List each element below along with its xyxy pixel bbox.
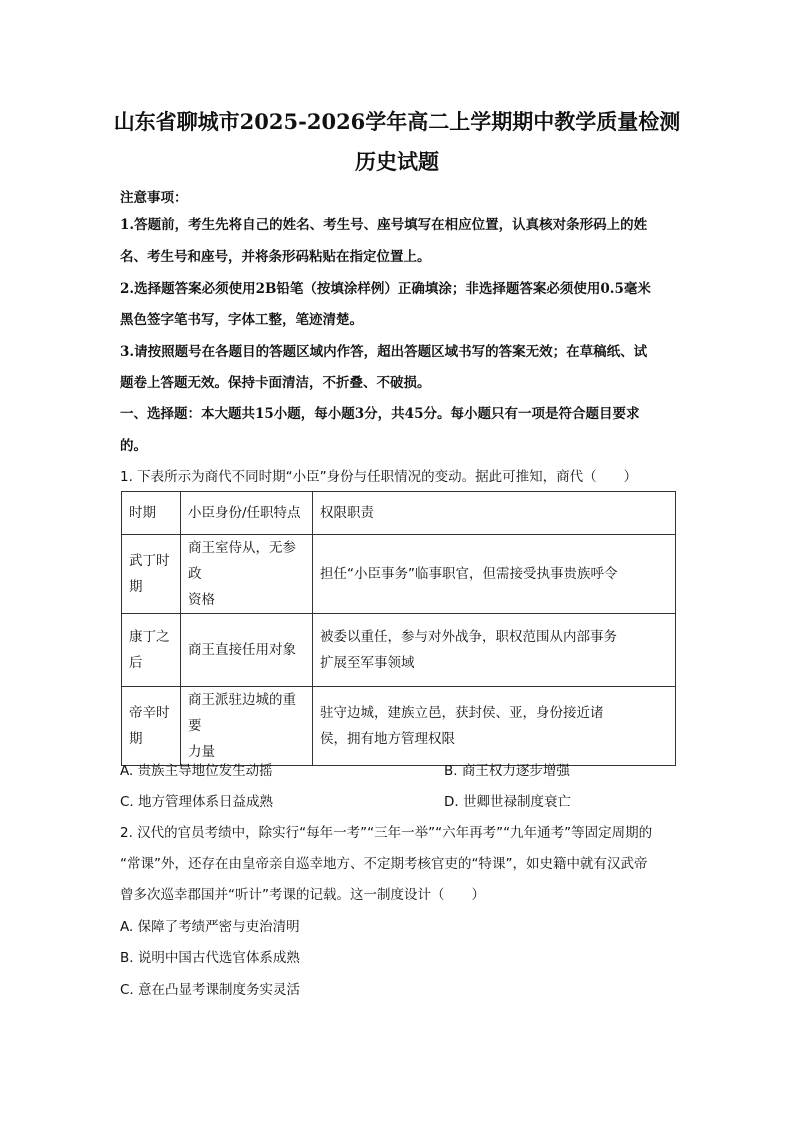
table-cell-text: 扩展至军事领域 — [320, 655, 415, 671]
table-cell-period: 武丁时期 — [122, 535, 181, 614]
question-2-option-a: A. 保障了考绩严密与吏治清明 — [120, 919, 300, 935]
question-1-stem: 1. 下表所示为商代不同时期“小臣”身份与任职情况的变动。据此可推知，商代（ ） — [120, 469, 638, 485]
section-heading-line1: 一、选择题：本大题共15小题，每小题3分，共45分。每小题只有一项是符合题目要求 — [120, 406, 640, 422]
table-header-cell: 时期 — [122, 492, 181, 535]
table-cell-text: 商王室侍从，无参政 — [188, 540, 296, 582]
table-cell-text: 商王直接任用对象 — [188, 642, 296, 658]
question-2-stem-line3: 曾多次巡幸郡国并“听计”考课的记载。这一制度设计（ ） — [120, 887, 485, 903]
section-heading-line2: 的。 — [120, 438, 147, 454]
table-cell-identity — [181, 614, 313, 687]
notice-item-3-line1: 3.请按照题号在各题目的答题区域内作答，超出答题区域书写的答案无效；在草稿纸、试 — [120, 344, 648, 360]
question-2-stem-line1: 2. 汉代的官员考绩中，除实行“每年一考”“三年一举”“六年再考”“九年通考”等固定周期的 — [120, 825, 653, 841]
question-2-option-c: C. 意在凸显考课制度务实灵活 — [120, 982, 301, 998]
question-1-option-a: A. 贵族主导地位发生动摇 — [120, 763, 273, 779]
table-cell-text: 商王派驻边城的重要 — [188, 692, 296, 734]
table-row — [122, 687, 676, 766]
question-1-option-b: B. 商王权力逐步增强 — [444, 763, 570, 779]
table-cell-identity — [181, 687, 313, 766]
table-header-cell: 权限职责 — [313, 492, 676, 535]
notice-item-2-line2: 黑色签字笔书写，字体工整，笔迹清楚。 — [120, 312, 363, 328]
question-2-stem-line2: “常课”外，还存在由皇帝亲自巡幸地方、不定期考核官吏的“特课”，如史籍中就有汉武帝 — [120, 856, 648, 872]
notice-item-3-line2: 题卷上答题无效。保持卡面清洁，不折叠、不破损。 — [120, 375, 431, 391]
question-1-table — [121, 491, 676, 766]
table-cell-text: 驻守边城，建族立邑，获封侯、亚，身份接近诸 — [320, 705, 604, 721]
table-cell-text: 侯，拥有地方管理权限 — [320, 731, 455, 747]
table-header-row — [122, 492, 676, 535]
table-cell-text: 担任“小臣事务”临事职官，但需接受执事贵族呼令 — [320, 566, 618, 582]
table-cell-text: 资格 — [188, 592, 215, 608]
notice-item-2-line1: 2.选择题答案必须使用2B铅笔（按填涂样例）正确填涂；非选择题答案必须使用0.5毫米 — [120, 281, 651, 297]
table-cell-duty — [313, 614, 676, 687]
table-cell-duty — [313, 687, 676, 766]
notice-heading: 注意事项： — [120, 190, 188, 206]
table-row — [122, 614, 676, 687]
table-cell-text: 力量 — [188, 744, 215, 760]
table-row — [122, 535, 676, 614]
table-cell-period: 帝辛时期 — [122, 687, 181, 766]
table-cell-text: 被委以重任，参与对外战争，职权范围从内部事务 — [320, 629, 617, 645]
table-header-cell: 小臣身份/任职特点 — [181, 492, 313, 535]
table-cell-period: 康丁之后 — [122, 614, 181, 687]
question-1-option-c: C. 地方管理体系日益成熟 — [120, 794, 274, 810]
question-1-option-d: D. 世卿世禄制度衰亡 — [444, 794, 571, 810]
table-cell-duty — [313, 535, 676, 614]
exam-title: 山东省聊城市2025-2026学年高二上学期期中教学质量检测 — [113, 109, 681, 134]
exam-subtitle: 历史试题 — [355, 149, 439, 174]
notice-item-1-line2: 名、考生号和座号，并将条形码粘贴在指定位置上。 — [120, 249, 431, 265]
notice-item-1-line1: 1.答题前，考生先将自己的姓名、考生号、座号填写在相应位置，认真核对条形码上的姓 — [120, 217, 648, 233]
table-cell-identity — [181, 535, 313, 614]
question-2-option-b: B. 说明中国古代选官体系成熟 — [120, 950, 300, 966]
